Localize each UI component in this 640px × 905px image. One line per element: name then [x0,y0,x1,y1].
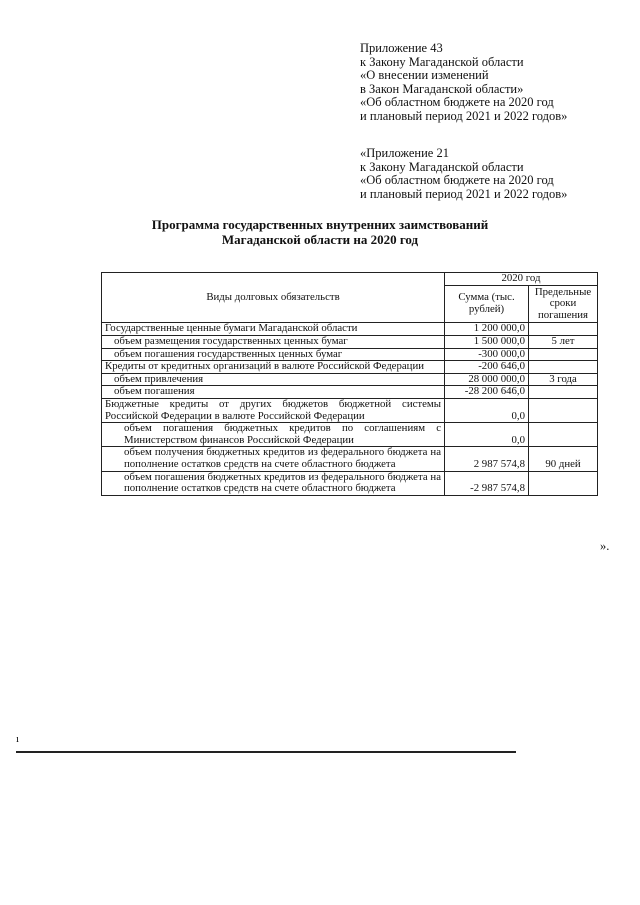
borrowing-program-table [101,272,598,496]
row-term [529,361,598,374]
row-label: объем получения бюджетных кредитов из федерального бюджета на пополнение остатков средств на счете областного бюджета [102,447,445,471]
document-title-line1: Программа государственных внутренних заимствований [151,217,489,232]
table-row [102,361,598,374]
appendix-current-line: в Закон Магаданской области» [360,81,524,96]
header-term: Предельные сроки погашения [529,285,598,323]
appendix-original-line: и плановый период 2021 и 2022 годов» [360,186,568,201]
table-row [102,447,598,471]
table-row [102,398,598,422]
table-row [102,386,598,399]
row-sum: 2 987 574,8 [445,447,529,471]
document-title [0,217,640,247]
appendix-original [360,147,567,201]
table-row [102,471,598,495]
row-term [529,323,598,336]
row-label: объем привлечения [102,373,445,386]
row-label: Государственные ценные бумаги Магаданской области [102,323,445,336]
row-term: 90 дней [529,447,598,471]
table-row [102,335,598,348]
header-sum: Сумма (тыс. рублей) [445,285,529,323]
row-term: 3 года [529,373,598,386]
row-term [529,423,598,447]
appendix-current-line: Приложение 43 [360,41,443,55]
table-row [102,323,598,336]
table-header-row [102,273,598,286]
row-label: объем погашения [102,386,445,399]
appendix-original-line: «Об областном бюджете на 2020 год [360,173,554,188]
appendix-current-line: и плановый период 2021 и 2022 годов» [360,108,568,123]
page-footer-rule [16,751,516,753]
row-sum: 0,0 [445,423,529,447]
row-term [529,471,598,495]
row-sum: 1 200 000,0 [445,323,529,336]
appendix-current-line: «О внесении изменений [360,68,489,83]
row-label: объем погашения государственных ценных бумаг [102,348,445,361]
row-term: 5 лет [529,335,598,348]
row-sum: -200 646,0 [445,361,529,374]
row-sum: -28 200 646,0 [445,386,529,399]
row-label: Бюджетные кредиты от других бюджетов бюджетной системы Российской Федерации в валюте Российской Федерации [102,398,445,422]
document-title-line2: Магаданской области на 2020 год [221,232,419,247]
stray-mark: ı [16,733,20,745]
row-label: Кредиты от кредитных организаций в валюте Российской Федерации [102,361,445,374]
row-term [529,398,598,422]
row-sum: 0,0 [445,398,529,422]
row-term [529,348,598,361]
appendix-current [360,42,567,124]
table-row [102,348,598,361]
row-label: объем погашения бюджетных кредитов по соглашениям с Министерством финансов Российской Федерации [102,423,445,447]
appendix-current-line: к Закону Магаданской области [360,54,524,69]
row-label: объем погашения бюджетных кредитов из федерального бюджета на пополнение остатков средств на счете областного бюджета [102,471,445,495]
row-sum: -2 987 574,8 [445,471,529,495]
row-sum: 1 500 000,0 [445,335,529,348]
row-sum: -300 000,0 [445,348,529,361]
appendix-original-line: «Приложение 21 [360,146,449,160]
row-term [529,386,598,399]
header-kind: Виды долговых обязательств [102,273,445,323]
row-sum: 28 000 000,0 [445,373,529,386]
header-year: 2020 год [445,273,598,286]
closing-quote: ». [600,539,610,553]
appendix-current-line: «Об областном бюджете на 2020 год [360,95,554,110]
table-row [102,423,598,447]
table-row [102,373,598,386]
appendix-original-line: к Закону Магаданской области [360,159,524,174]
row-label: объем размещения государственных ценных бумаг [102,335,445,348]
